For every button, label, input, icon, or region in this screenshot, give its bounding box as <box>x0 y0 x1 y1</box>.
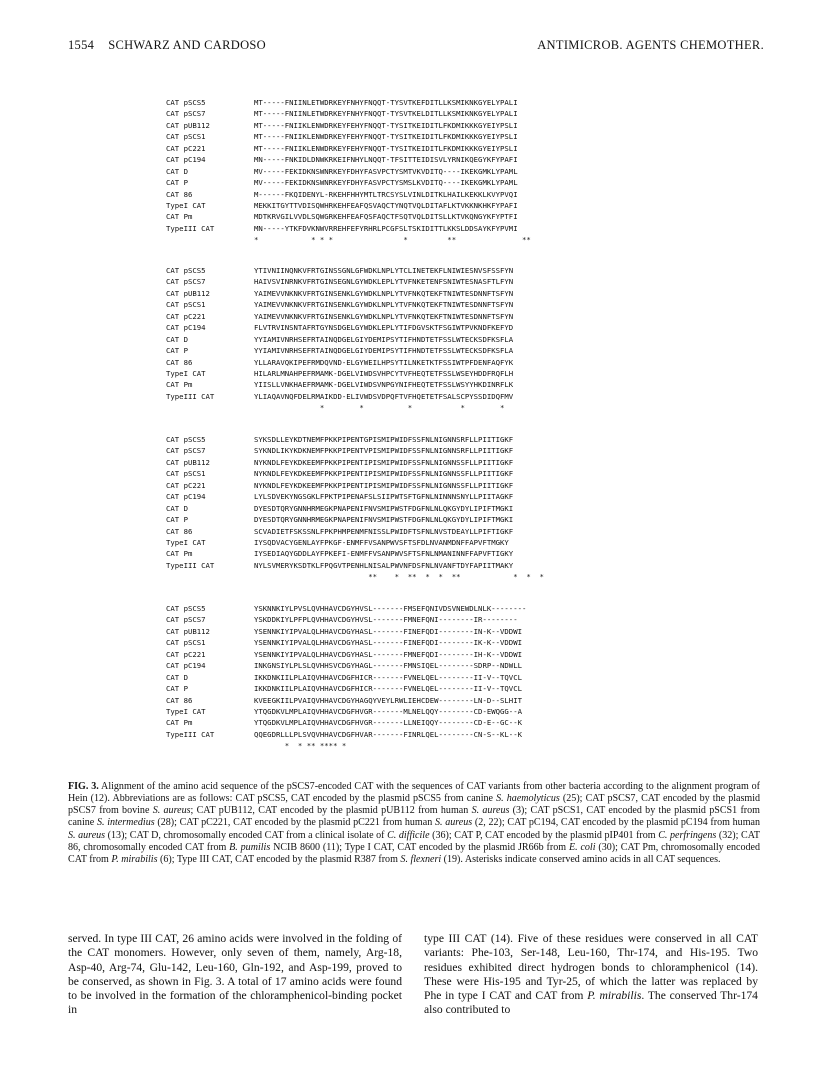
sequence-residues: MDTKRVGILVVDLSQWGRKEHFEAFQSFAQCTFSQTVQLDITSLLKTVKQNGYKFYPTFI <box>254 212 518 222</box>
sequence-name: CAT pC221 <box>166 480 206 490</box>
alignment-row <box>166 660 526 671</box>
sequence-name: TypeI CAT <box>166 200 206 210</box>
sequence-residues: SYKSDLLEYKDTNEMFPKKPIPENTGPISMIPWIDFSSFNLNIGNNSRFLLPIITIGKF <box>254 435 514 444</box>
sequence-name: CAT pSCS5 <box>166 604 206 613</box>
sequence-residues: IYSQDVACYGENLAYFPKGF-ENMFFVSANPWVSFTSFDLNVANMDNFFAPVFTMGKY <box>254 537 509 547</box>
alignment-row <box>166 637 526 648</box>
sequence-name: CAT 86 <box>166 357 193 367</box>
alignment-row <box>166 434 544 445</box>
sequence-residues: YSENNKIYIPVALQLHHAVCDGYHASL-------FINEFQDI--------IK-K--VDDWI <box>254 638 522 648</box>
sequence-name: TypeIII CAT <box>166 729 215 739</box>
sequence-residues: FLVTRVINSNTAFRTGYNSDGELGYWDKLEPLYTIFDGVSKTFSGIWTPVKNDFKEFYD <box>254 323 514 333</box>
alignment-block-1 <box>166 97 531 246</box>
sequence-residues: MN-----YTKFDVKNWVRREHFEFYRHRLPCGFSLTSKIDITTLKKSLDDSAYKFYPVMI <box>254 223 518 233</box>
alignment-row <box>166 706 526 717</box>
sequence-name: CAT Pm <box>166 380 193 390</box>
sequence-name: TypeIII CAT <box>166 560 215 570</box>
sequence-residues: YAIMEVVNKNKVFRTGINSENKLGYWDKLNPLYTVFNKQTEKFTNIWTESDNNFTSFYN <box>254 300 514 310</box>
sequence-residues: NYKNDLFEYKDKEEMFPKKPIPENTIPISMIPWIDFSSFNLNIGNNSSFLLPIITIGKF <box>254 469 514 479</box>
alignment-block-3 <box>166 434 544 583</box>
sequence-name: CAT pSCS5 <box>166 435 206 444</box>
sequence-name: CAT P <box>166 346 188 356</box>
figure-caption: FIG. 3. Alignment of the amino acid sequence of the pSCS7-encoded CAT with the sequences of CAT variants from other bacteria according to the alignment program of Hein (12). Abbreviations are as follows: CAT pSCS5, CAT encoded by the plasmid pSCS5 from canine S. haemolyticus (25); CAT pSCS7, CAT encoded by the plasmid pSCS7 from bovine S. aureus; CAT pUB112, CAT encoded by the plasmid pUB112 from human S. aureus (3); CAT pSCS1, CAT encoded by the plasmid pSCS1 from canine S. intermedius (28); CAT pC221, CAT encoded by the plasmid pC221 from human S. aureus (2, 22); CAT pC194, CAT encoded by the plasmid pC194 from human S. aureus (13); CAT D, chromosomally encoded CAT from a clinical isolate of C. difficile (36); CAT P, CAT encoded by the plasmid pIP401 from C. perfringens (32); CAT 86, chromosomally encoded CAT from B. pumilis NCIB 8600 (11); Type I CAT, CAT encoded by the plasmid JR66b from E. coli (30); CAT Pm, chromosomally encoded CAT from P. mirabilis (6); Type III CAT, CAT encoded by the plasmid R387 from S. flexneri (19). Asterisks indicate conserved amino acids in all CAT sequences. <box>68 781 761 865</box>
sequence-residues: DYESDTQRYGNNHRMEGKPNAPENIFNVSMIPWSTFDGFNLNLQKGYDYLIPIFTMGKI <box>254 503 514 513</box>
sequence-residues: NYLSVMERYKSDTKLFPQGVTPENHLNISALPWVNFDSFNLNVANFTDYFAPIITMAKY <box>254 560 514 570</box>
figure-label: FIG. 3. <box>68 781 99 792</box>
sequence-residues: MT-----FNIIKLENWDRKEYFEHYFNQQT-TYSITKEIDITLFKDMIKKKGYEIYPSLI <box>254 120 518 130</box>
sequence-name: CAT pSCS7 <box>166 109 206 119</box>
sequence-name: CAT pSCS1 <box>166 300 206 310</box>
sequence-name: CAT Pm <box>166 212 193 222</box>
sequence-residues: HILARLMNAHPEFRMAMK-DGELVIWDSVHPCYTVFHEQTETFSSLWSEYHDDFRQFLH <box>254 368 514 378</box>
alignment-row <box>166 189 531 200</box>
alignment-row <box>166 311 513 322</box>
sequence-residues: YLLARAVQKIPEFRMDQVND-ELGYWEILHPSYTILNKETKTFSSIWTPFDENFAQFYK <box>254 357 514 367</box>
sequence-name: CAT pC194 <box>166 492 206 502</box>
sequence-name: CAT D <box>166 672 188 682</box>
sequence-name: CAT pSCS7 <box>166 277 206 287</box>
sequence-name: CAT pC194 <box>166 661 206 671</box>
sequence-residues: YYIAMIVNRHSEFRTAINQDGELGIYDEMIPSYTIFHNDTETFSSLWTECKSDFKSFLA <box>254 346 514 356</box>
sequence-residues: MT-----FNIIKLENWDRKEYFEHYFNQQT-TYSITKEIDITLFKDMIKKKGYEIYPSLI <box>254 132 518 142</box>
alignment-row <box>166 322 513 333</box>
sequence-residues: YSENNKIYIPVALQLHHAVCDGYHASL-------FINEFQDI--------IN-K--VDDWI <box>254 626 522 636</box>
sequence-name: CAT P <box>166 178 188 188</box>
sequence-name: CAT pC221 <box>166 311 206 321</box>
sequence-residues: YTQGDKVLMPLAIQVHHAVCDGFHVGR-------MLNELQQY--------CD-EWQGG--A <box>254 706 522 716</box>
alignment-row <box>166 548 544 559</box>
sequence-residues: IKKDNKIILPLAIQVHHAVCDGFHICR-------FVNELQEL--------II-V--TQVCL <box>254 672 522 682</box>
sequence-residues: MEKKITGYTTVDISQWHRKEHFEAFQSVAQCTYNQTVQLDITAFLKTVKKNKHKFYPAFI <box>254 200 518 210</box>
sequence-name: CAT pSCS7 <box>166 446 206 456</box>
alignment-row <box>166 491 544 502</box>
sequence-residues: NYKNDLFEYKDKEEMFPKKPIPENTIPISMIPWIDFSSFNLNIGNNSSFLLPIITIGKF <box>254 480 514 490</box>
alignment-row <box>166 603 526 614</box>
sequence-name: CAT P <box>166 515 188 525</box>
sequence-name: CAT P <box>166 684 188 694</box>
sequence-name: CAT pUB112 <box>166 457 210 467</box>
sequence-residues: IKKDNKIILPLAIQVHHAVCDGFHICR-------FVNELQEL--------II-V--TQVCL <box>254 684 522 694</box>
sequence-name: CAT pSCS1 <box>166 132 206 142</box>
alignment-row <box>166 683 526 694</box>
sequence-residues: SYKNDLIKYKDKNEMFPKKPIPENTVPISMIPWIDFSSFNLNIGNNSRFLLPIITIGKF <box>254 446 514 456</box>
sequence-residues: MV-----FEKIDKNSWNRKEYFDHYFASVPCTYSMTVKVDITQ----IKEKGMKLYPAML <box>254 166 518 176</box>
alignment-row <box>166 468 544 479</box>
conservation-stars-row <box>166 740 526 751</box>
sequence-name: CAT pSCS5 <box>166 266 206 275</box>
sequence-name: TypeI CAT <box>166 368 206 378</box>
sequence-name: CAT Pm <box>166 718 193 728</box>
alignment-row <box>166 560 544 571</box>
alignment-block-2 <box>166 265 513 414</box>
sequence-residues: DYESDTQRYGNNHRMEGKPNAPENIFNVSMIPWSTFDGFNLNLQKGYDYLIPIFTMGKI <box>254 515 514 525</box>
sequence-name: TypeIII CAT <box>166 391 215 401</box>
sequence-name: TypeIII CAT <box>166 223 215 233</box>
sequence-residues: QQEGDRLLLPLSVQVHHAVCDGFHVAR-------FINRLQEL--------CN-S--KL--K <box>254 729 522 739</box>
alignment-row <box>166 729 526 740</box>
alignment-row <box>166 166 531 177</box>
sequence-residues: MT-----FNIINLETWDRKEYFNHYFNQQT-TYSVTKEFDITLLKSMIKNKGYELYPALI <box>254 98 518 107</box>
sequence-residues: YLIAQAVNQFDELRMAIKDD-ELIVWDSVDPQFTVFHQETETFSALSCPYSSDIDQFMV <box>254 391 514 401</box>
sequence-residues: MT-----FNIIKLENWDRKEYFEHYFNQQT-TYSITKEIDITLFKDMIKKKGYEIYPSLI <box>254 143 518 153</box>
alignment-row <box>166 614 526 625</box>
sequence-residues: YTIVNIINQNKVFRTGINSSGNLGFWDKLNPLYTCLINETEKFLNIWIESNVSFSSFYN <box>254 266 514 275</box>
conservation-stars-row <box>166 402 513 413</box>
alignment-row <box>166 357 513 368</box>
sequence-residues: IYSEDIAQYGDDLAYFPKEFI-ENMFFVSANPWVSFTSFNLNMANINNFFAPVFTIGKY <box>254 549 514 559</box>
sequence-name: CAT 86 <box>166 526 193 536</box>
sequence-name: CAT D <box>166 166 188 176</box>
sequence-residues: NYKNDLFEYKDKEEMFPKKPIPENTIPISMIPWIDFSSFNLNIGNNSSFLLPIITIGKF <box>254 457 514 467</box>
alignment-row <box>166 717 526 728</box>
conservation-stars: * * * * * <box>254 403 505 413</box>
alignment-row <box>166 445 544 456</box>
alignment-row <box>166 537 544 548</box>
sequence-residues: MT-----FNIINLETWDRKEYFNHYFNQQT-TYSVTKELDITLLKSMIKNKGYELYPALI <box>254 109 518 119</box>
sequence-residues: INKGNSIYLPLSLQVHHSVCDGYHAGL-------FMNSIQEL--------SDRP--NDWLL <box>254 661 522 671</box>
sequence-name: CAT 86 <box>166 695 193 705</box>
sequence-name: CAT pSCS1 <box>166 469 206 479</box>
conservation-stars: ** * ** * * ** * * * <box>254 572 544 582</box>
alignment-row <box>166 526 544 537</box>
sequence-residues: YYIAMIVNRHSEFRTAINQDGELGIYDEMIPSYTIFHNDTETFSSLWTECKSDFKSFLA <box>254 334 514 344</box>
sequence-residues: M------FKQIDENYL-RKEHFHHYMTLTRCSYSLVINLDITKLHAILKEKKLKVYPVQI <box>254 189 518 199</box>
page-number: 1554 <box>68 38 95 52</box>
sequence-name: CAT pUB112 <box>166 288 210 298</box>
alignment-block-4 <box>166 603 526 752</box>
sequence-name: CAT pC221 <box>166 143 206 153</box>
sequence-residues: YSKNNKIYLPVSLQVHHAVCDGYHVSL-------FMSEFQNIVDSVNEWDLNLK-------- <box>254 604 527 613</box>
sequence-residues: YIISLLVNKHAEFRMAMK-DGELVIWDSVNPGYNIFHEQTETFSSLWSYYHKDINRFLK <box>254 380 514 390</box>
alignment-row <box>166 265 513 276</box>
running-header-authors: SCHWARZ AND CARDOSO <box>108 38 267 52</box>
alignment-row <box>166 457 544 468</box>
alignment-row <box>166 672 526 683</box>
sequence-residues: LYLSDVEKYNGSGKLFPKTPIPENAFSLSIIPWTSFTGFNLNINNNSNYLLPIITAGKF <box>254 492 514 502</box>
alignment-row <box>166 200 531 211</box>
sequence-name: CAT D <box>166 334 188 344</box>
running-header-left <box>68 38 266 53</box>
alignment-row <box>166 503 544 514</box>
sequence-residues: YTQGDKVLMPLAIQVHHAVCDGFHVGR-------LLNEIQQY--------CD-E--GC--K <box>254 718 522 728</box>
sequence-residues: SCVADIETFSKSSNLFPKPHMPENMFNISSLPWIDFTSFNLNVSTDEAYLLPIFTIGKF <box>254 526 514 536</box>
alignment-row <box>166 368 513 379</box>
sequence-residues: KVEEGKIILPVAIQVHHAVCDGYHAGQYVEYLRWLIEHCDEW--------LN-D--SLHIT <box>254 695 522 705</box>
sequence-name: CAT D <box>166 503 188 513</box>
running-header-journal: ANTIMICROB. AGENTS CHEMOTHER. <box>537 38 764 52</box>
sequence-residues: YSKDDKIYLPFPLQVHHAVCDGYHVSL-------FMNEFQNI--------IR-------- <box>254 615 518 625</box>
alignment-row <box>166 334 513 345</box>
conservation-stars: * * ** **** * <box>254 741 347 751</box>
alignment-row <box>166 143 531 154</box>
sequence-residues: YAIMEVVNKNKVFRTGINSENKLGYWDKLNPLYTVFNKQTEKFTNIWTESDNNFTSFYN <box>254 288 514 298</box>
alignment-row <box>166 108 531 119</box>
sequence-name: CAT pC194 <box>166 155 206 165</box>
body-column-left: served. In type III CAT, 26 amino acids were involved in the folding of the CAT monomers. However, only seven of them, namely, Arg-18, Asp-40, Arg-74, Glu-142, Leu-160, Gln-192, and Asp-199, proved to be conserved, as shown in Fig. 3. A total of 17 amino acids were found to be involved in the formation of the chloramphenicol-binding pocket in <box>68 932 402 1017</box>
sequence-name: CAT pC194 <box>166 323 206 333</box>
alignment-row <box>166 391 513 402</box>
alignment-row <box>166 695 526 706</box>
alignment-row <box>166 345 513 356</box>
alignment-row <box>166 97 531 108</box>
alignment-row <box>166 480 544 491</box>
sequence-name: TypeI CAT <box>166 706 206 716</box>
sequence-name: CAT pSCS1 <box>166 638 206 648</box>
sequence-residues: MN-----FNKIDLDNWKRKEIFNHYLNQQT-TFSITTEIDISVLYRNIKQEGYKFYPAFI <box>254 155 518 165</box>
alignment-row <box>166 276 513 287</box>
sequence-residues: YSENNKIYIPVALQLHHAVCDGYHASL-------FMNEFQDI--------IH-K--VDDWI <box>254 649 522 659</box>
alignment-row <box>166 131 531 142</box>
alignment-row <box>166 649 526 660</box>
alignment-row <box>166 154 531 165</box>
sequence-name: CAT 86 <box>166 189 193 199</box>
body-column-right: type III CAT (14). Five of these residues were conserved in all CAT variants: Phe-103, Ser-148, Leu-160, Thr-174, and His-195. Two residues exhibited direct hydrogen bonds to chloramphenicol (14). These were His-195 and Tyr-25, of which the latter was replaced by Phe in type I CAT and CAT from P. mirabilis. The conserved Thr-174 also contributed to <box>424 932 758 1017</box>
alignment-row <box>166 288 513 299</box>
sequence-residues: HAIVSVINRNKVFRTGINSEGNLGYWDKLEPLYTVFNKETENFSNIWTESNASFTLFYN <box>254 277 514 287</box>
conservation-stars: * * * * * ** ** <box>254 235 531 245</box>
sequence-name: CAT pC221 <box>166 649 206 659</box>
sequence-name: CAT pUB112 <box>166 626 210 636</box>
alignment-row <box>166 379 513 390</box>
alignment-row <box>166 211 531 222</box>
sequence-name: CAT pSCS7 <box>166 615 206 625</box>
sequence-name: CAT pUB112 <box>166 120 210 130</box>
conservation-stars-row <box>166 234 531 245</box>
sequence-name: CAT Pm <box>166 549 193 559</box>
alignment-row <box>166 514 544 525</box>
conservation-stars-row <box>166 571 544 582</box>
alignment-row <box>166 177 531 188</box>
alignment-row <box>166 120 531 131</box>
sequence-residues: YAIMEVVNKNKVFRTGINSENKLGYWDKLNPLYTVFNKQTEKFTNIWTESDNNFTSFYN <box>254 311 514 321</box>
alignment-row <box>166 223 531 234</box>
alignment-row <box>166 626 526 637</box>
alignment-row <box>166 299 513 310</box>
sequence-residues: MV-----FEKIDKNSWNRKEYFDHYFASVPCTYSMSLKVDITQ----IKEKGMKLYPAML <box>254 178 518 188</box>
sequence-name: CAT pSCS5 <box>166 98 206 107</box>
sequence-name: TypeI CAT <box>166 537 206 547</box>
